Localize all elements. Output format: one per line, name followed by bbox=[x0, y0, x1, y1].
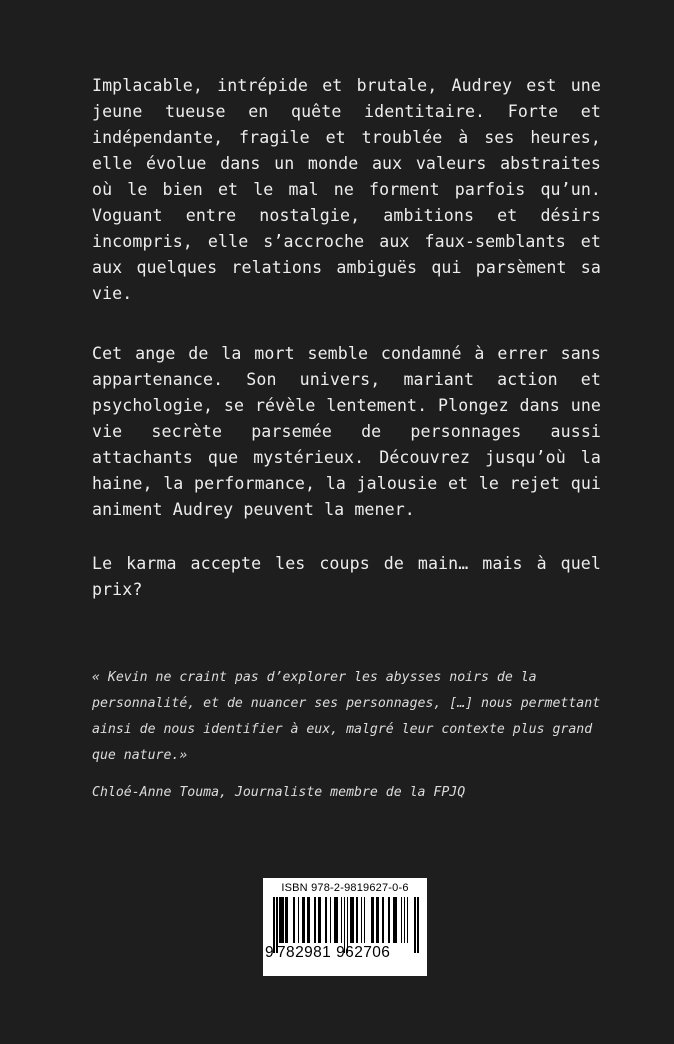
barcode-bar bbox=[364, 897, 366, 943]
barcode-bar bbox=[407, 897, 409, 943]
barcode-bar bbox=[298, 897, 300, 943]
barcode-digit-first: 9 bbox=[265, 944, 275, 961]
barcode-bar bbox=[371, 897, 374, 943]
barcode-bar bbox=[350, 897, 355, 943]
barcode-bar bbox=[293, 897, 295, 943]
barcode-digits-group-1: 782981 bbox=[277, 944, 332, 961]
isbn-label: ISBN 978-2-9819627-0-6 bbox=[281, 882, 409, 894]
barcode-bar bbox=[382, 897, 384, 943]
barcode-bar bbox=[361, 897, 363, 943]
barcode-digits-group-2: 962706 bbox=[336, 944, 391, 961]
barcode-bar bbox=[302, 897, 305, 943]
blurb-paragraph-3: Le karma accepte les coups de main… mais à quel prix? bbox=[92, 554, 601, 599]
barcode-bar bbox=[334, 897, 337, 943]
barcode-bar bbox=[325, 897, 327, 943]
blurb-paragraph-2: Cet ange de la mort semble condamné à errer sans appartenance. Son univers, mariant action et psychologie, se révèle lentement. Plongez dans une vie secrète parsemée de personnages aussi attachants que mystérieux. Découvrez jusqu’où la haine, la performance, la jalousie et le rejet qui animent Audrey peuvent la mener. bbox=[92, 344, 601, 519]
barcode-bar bbox=[401, 897, 403, 943]
barcode-bar bbox=[314, 897, 316, 943]
blurb-paragraph-1: Implacable, intrépide et brutale, Audrey est une jeune tueuse en quête identitaire. Forte et indépendante, fragile et troublée à ses heures, elle évolue dans un monde aux valeurs abstraites où le bien et le mal ne forment parfois qu’un. Voguant entre nostalgie, ambitions et désirs incompris, elle s’accroche aux faux-semblants et aux quelques relations ambiguës qui parsèment sa vie. bbox=[92, 76, 601, 303]
review-attribution: Chloé-Anne Touma, Journaliste membre de la FPJQ bbox=[92, 785, 466, 800]
barcode-bar bbox=[279, 897, 284, 943]
review-quote: « Kevin ne craint pas d’explorer les abysses noirs de la personnalité, et de nuancer ses personnages, […] nous permettant ainsi de nous identifier à eux, malgré leur contexte plus grand que nature.» bbox=[92, 670, 601, 763]
barcode-bar bbox=[376, 897, 379, 943]
barcode-bar bbox=[404, 897, 406, 943]
barcode-bar bbox=[285, 897, 288, 943]
isbn-barcode bbox=[263, 878, 427, 976]
barcode-digits bbox=[265, 944, 425, 962]
barcode-bar bbox=[356, 897, 358, 943]
barcode-bar bbox=[393, 897, 398, 943]
barcode-bar bbox=[318, 897, 321, 943]
barcode-bar bbox=[388, 897, 390, 943]
barcode-bar bbox=[330, 897, 332, 943]
barcode-bar bbox=[307, 897, 310, 943]
barcode-bar bbox=[341, 897, 343, 943]
